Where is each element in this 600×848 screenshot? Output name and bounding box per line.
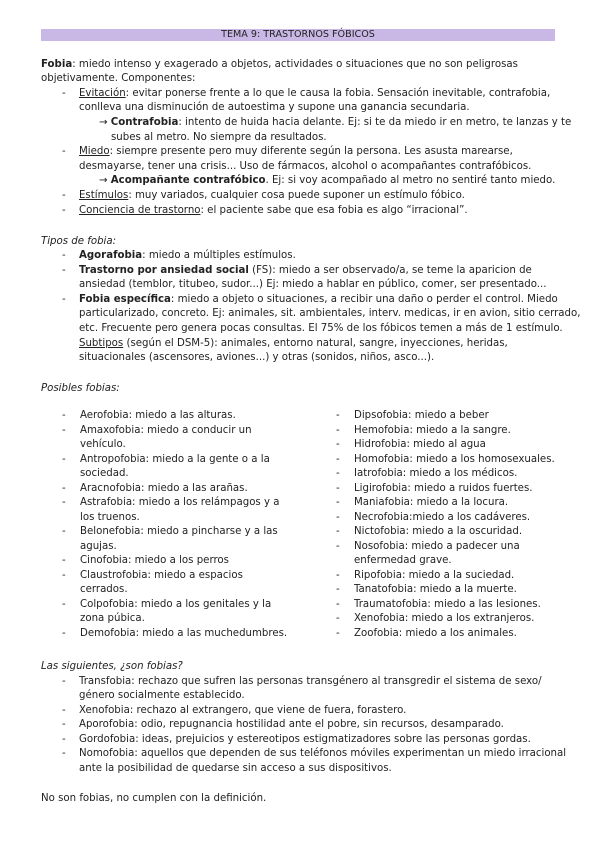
fobias-list-right <box>336 409 576 641</box>
fobia-item-line-1: Belonefobia: miedo a pincharse y a las <box>80 526 278 537</box>
conclusion: No son fobias, no cumplen con la definición. <box>41 793 267 804</box>
fobia-item-line-1: Colpofobia: miedo a los genitales y la <box>80 598 272 610</box>
fobia-list-item <box>62 453 312 482</box>
fobia-list-item <box>336 424 576 439</box>
agorafobia-term: Agorafobia <box>79 250 143 261</box>
acompanante-line <box>99 174 555 187</box>
evitacion-line-2: conlleva una disminución de autoestima y supone una ganancia secundaria. <box>79 102 470 113</box>
estimulos-term: Estímulos <box>79 190 129 201</box>
fobia-item-line-2: vehículo. <box>80 439 126 450</box>
gordofobia-line: Gordofobia: ideas, prejuicios y estereotipos estigmatizadores sobre las personas gordas. <box>79 734 531 745</box>
miedo-term: Miedo <box>79 146 110 157</box>
nomofobia-line-2: ante la posibilidad de quedarse sin acceso a sus dispositivos. <box>79 763 392 774</box>
xenofobia-line: Xenofobia: rechazo al extrangero, que viene de fuera, forastero. <box>79 705 407 716</box>
fobia-list-item <box>62 482 312 497</box>
fobia-list-item <box>336 453 576 468</box>
bullet-dash: - <box>62 250 66 261</box>
fobia-list-item <box>336 511 576 526</box>
bullet-dash: - <box>62 705 66 716</box>
fobia-list-item <box>336 438 576 453</box>
fobia-item-line-2: cerrados. <box>80 584 128 595</box>
bullet-dash: - <box>62 569 66 581</box>
bullet-dash: - <box>336 511 340 523</box>
bullet-dash: - <box>62 734 66 745</box>
contrafobia-line-1 <box>99 116 571 129</box>
fobia-item-line-1: Amaxofobia: miedo a conducir un <box>80 424 252 436</box>
fobia-item-line-1: Dipsofobia: miedo a beber <box>354 410 489 421</box>
tipos-heading-text: Tipos de fobia <box>41 236 113 247</box>
contrafobia-text-1: : intento de huida hacia delante. Ej: si te da miedo ir en metro, te lanzas y te <box>178 117 572 128</box>
intro-line-1 <box>41 58 518 71</box>
fobia-list-item <box>336 467 576 482</box>
especifica-text-1: : miedo a objeto o situaciones, a recibir una daño o perder el control. Miedo <box>170 294 558 305</box>
social-line-1 <box>79 264 532 277</box>
fobia-item-line-1: Hemofobia: miedo a la sangre. <box>354 424 511 436</box>
tipos-heading-colon: : <box>112 236 117 247</box>
bullet-dash: - <box>336 569 340 581</box>
fobia-item-line-1: Ripofobia: miedo a la suciedad. <box>354 569 515 581</box>
especifica-line-1 <box>79 293 558 306</box>
fobias-list-left <box>62 409 312 641</box>
conciencia-text: : el paciente sabe que esa fobia es algo “irracional”. <box>200 205 468 216</box>
fobia-list-item <box>336 525 576 540</box>
posibles-heading <box>41 382 120 395</box>
especifica-line-2: particularizado, concreto. Ej: animales, sit. ambientales, interv. medicas, ir en avion, sitio cerrado, <box>79 308 581 319</box>
miedo-line-1 <box>79 145 513 158</box>
fobia-item-line-1: Claustrofobia: miedo a espacios <box>80 569 243 581</box>
fobia-item-line-2: enfermedad grave. <box>354 555 452 566</box>
fobia-list-item <box>336 627 576 642</box>
bullet-dash: - <box>336 424 340 436</box>
especifica-line-4 <box>79 337 508 350</box>
fobia-item-line-1: Zoofobia: miedo a los animales. <box>354 627 517 639</box>
tipos-heading <box>41 235 116 248</box>
bullet-dash: - <box>62 497 66 508</box>
bullet-dash: - <box>62 410 66 421</box>
bullet-dash: - <box>62 526 66 537</box>
bullet-dash: - <box>336 468 340 479</box>
agorafobia-text: : miedo a múltiples estímulos. <box>142 250 296 261</box>
fobia-item-line-1: Necrofobia:miedo a los cadáveres. <box>354 511 531 523</box>
intro-def-1: : miedo intenso y exagerado a objetos, actividades o situaciones que no son peligrosas <box>72 59 518 70</box>
posibles-heading-text: Posibles fobias <box>41 383 117 394</box>
intro-line-2: objetivamente. Componentes: <box>41 73 196 84</box>
bullet-dash: - <box>62 146 66 157</box>
page-title: TEMA 9: TRASTORNOS FÓBICOS <box>41 29 555 41</box>
estimulos-text: : muy variados, cualquier cosa puede suponer un estímulo fóbico. <box>128 190 465 201</box>
fobia-item-line-1: Antropofobia: miedo a la gente o a la <box>80 453 270 465</box>
especifica-term: Fobia específica <box>79 294 171 305</box>
bullet-dash: - <box>336 598 340 610</box>
fobia-item-line-2: sociedad. <box>80 468 129 479</box>
bullet-dash: - <box>336 482 340 494</box>
evitacion-text-1: : evitar ponerse frente a lo que le causa la fobia. Sensación inevitable, contrafobia, <box>125 88 551 99</box>
bullet-dash: - <box>62 748 66 759</box>
bullet-dash: - <box>336 453 340 465</box>
bullet-dash: - <box>62 205 66 216</box>
fobia-list-item <box>336 598 576 613</box>
bullet-dash: - <box>62 294 66 305</box>
arrow-icon: → <box>99 117 111 128</box>
fobia-item-line-1: Maniafobia: miedo a la locura. <box>354 497 509 508</box>
fobia-item-line-1: Homofobia: miedo a los homosexuales. <box>354 453 555 465</box>
bullet-dash: - <box>62 453 66 465</box>
fobia-item-line-2: agujas. <box>80 540 117 552</box>
fobia-item-line-1: Nictofobia: miedo a la oscuridad. <box>354 526 523 537</box>
posibles-heading-colon: : <box>116 383 120 394</box>
bullet-dash: - <box>336 497 340 508</box>
especifica-text-4: (según el DSM-5): animales, entorno natural, sangre, inyecciones, heridas, <box>123 338 508 349</box>
bullet-dash: - <box>336 627 340 639</box>
fobia-item-line-2: los truenos. <box>80 511 140 523</box>
fobia-list-item <box>336 569 576 584</box>
bullet-dash: - <box>62 598 66 610</box>
fobia-item-line-1: Xenofobia: miedo a los extranjeros. <box>354 613 535 624</box>
fobia-item-line-1: Aerofobia: miedo a las alturas. <box>80 410 236 421</box>
fobia-item-line-1: Astrafobia: miedo a los relámpagos y a <box>80 497 280 508</box>
nomofobia-line-1: Nomofobia: aquellos que dependen de sus teléfonos móviles experimentan un miedo irracional <box>79 748 567 759</box>
bullet-dash: - <box>62 424 66 436</box>
bullet-dash: - <box>62 555 66 566</box>
estimulos-line <box>79 189 465 202</box>
bullet-dash: - <box>62 265 66 276</box>
bullet-dash: - <box>62 190 66 201</box>
miedo-text-1: : siempre presente pero muy diferente según la persona. Les asusta marearse, <box>109 146 513 157</box>
fobia-list-item <box>336 583 576 598</box>
fobia-item-line-1: Cinofobia: miedo a los perros <box>80 555 229 566</box>
bullet-dash: - <box>62 482 66 494</box>
intro-term: Fobia <box>41 59 73 70</box>
fobia-list-item <box>62 627 312 642</box>
fobia-list-item <box>336 496 576 511</box>
siguientes-heading: Las siguientes, ¿son fobias? <box>41 661 183 672</box>
bullet-dash: - <box>336 613 340 624</box>
arrow-icon: → <box>99 175 111 186</box>
social-term: Trastorno por ansiedad social <box>79 265 249 276</box>
conciencia-term: Conciencia de trastorno <box>79 205 201 216</box>
fobia-list-item <box>62 424 312 453</box>
fobia-list-item <box>62 598 312 627</box>
fobia-item-line-1: Nosofobia: miedo a padecer una <box>354 540 520 552</box>
fobia-item-line-1: Tanatofobia: miedo a la muerte. <box>354 584 517 595</box>
bullet-dash: - <box>62 676 66 687</box>
evitacion-line-1 <box>79 87 550 100</box>
contrafobia-term: Contrafobia <box>110 117 179 128</box>
fobia-item-line-1: Hidrofobia: miedo al agua <box>354 439 486 450</box>
fobia-item-line-1: Aracnofobia: miedo a las arañas. <box>80 482 248 494</box>
acompanante-term: Acompañante contrafóbico <box>110 175 266 186</box>
transfobia-line-1: Transfobia: rechazo que sufren las personas transgénero al transgredir el sistema de sexo/ <box>79 676 542 687</box>
especifica-line-5: situacionales (ascensores, aviones...) y otras (sonidos, niños, asco...). <box>79 352 435 363</box>
contrafobia-line-2: subes al metro. No siempre da resultados. <box>111 132 327 143</box>
conciencia-line <box>79 204 468 217</box>
fobia-list-item <box>62 569 312 598</box>
bullet-dash: - <box>336 584 340 595</box>
fobia-list-item <box>336 409 576 424</box>
fobia-list-item <box>336 540 576 569</box>
agorafobia-line <box>79 249 296 262</box>
bullet-dash: - <box>336 439 340 450</box>
fobia-list-item <box>62 525 312 554</box>
bullet-dash: - <box>62 719 66 730</box>
evitacion-term: Evitación <box>79 88 126 99</box>
fobia-list-item <box>62 496 312 525</box>
acompanante-text: . Ej: si voy acompañado al metro no sentiré tanto miedo. <box>265 175 556 186</box>
fobia-list-item <box>62 554 312 569</box>
bullet-dash: - <box>336 526 340 537</box>
fobia-item-line-1: Traumatofobia: miedo a las lesiones. <box>354 598 541 610</box>
bullet-dash: - <box>336 540 340 552</box>
fobia-item-line-1: Ligirofobia: miedo a ruidos fuertes. <box>354 482 533 494</box>
aporofobia-line: Aporofobia: odio, repugnancia hostilidad ante el pobre, sin recursos, desamparado. <box>79 719 504 730</box>
fobia-list-item <box>62 409 312 424</box>
fobia-item-line-1: Demofobia: miedo a las muchedumbres. <box>80 627 288 639</box>
bullet-dash: - <box>62 627 66 639</box>
especifica-line-3: etc. Frecuente pero genera pocas consultas. El 75% de los fóbicos temen a más de 1 estímulo. <box>79 323 563 334</box>
bullet-dash: - <box>62 88 66 99</box>
subtipos-term: Subtipos <box>79 338 124 349</box>
social-text-1: (FS): miedo a ser observado/a, se teme la aparicion de <box>248 265 532 276</box>
social-line-2: ansiedad (temblor, titubeo, sudor...) Ej: miedo a hablar en público, comer, ser presentado... <box>79 279 547 290</box>
fobia-item-line-1: Iatrofobia: miedo a los médicos. <box>354 468 518 479</box>
transfobia-line-2: género socialmente establecido. <box>79 690 245 701</box>
fobia-list-item <box>336 612 576 627</box>
bullet-dash: - <box>336 410 340 421</box>
fobia-list-item <box>336 482 576 497</box>
miedo-line-2: desmayarse, tener una crisis... Uso de fármacos, alcohol o acompañantes contrafóbicos. <box>79 161 532 172</box>
fobia-item-line-2: zona púbica. <box>80 613 145 624</box>
